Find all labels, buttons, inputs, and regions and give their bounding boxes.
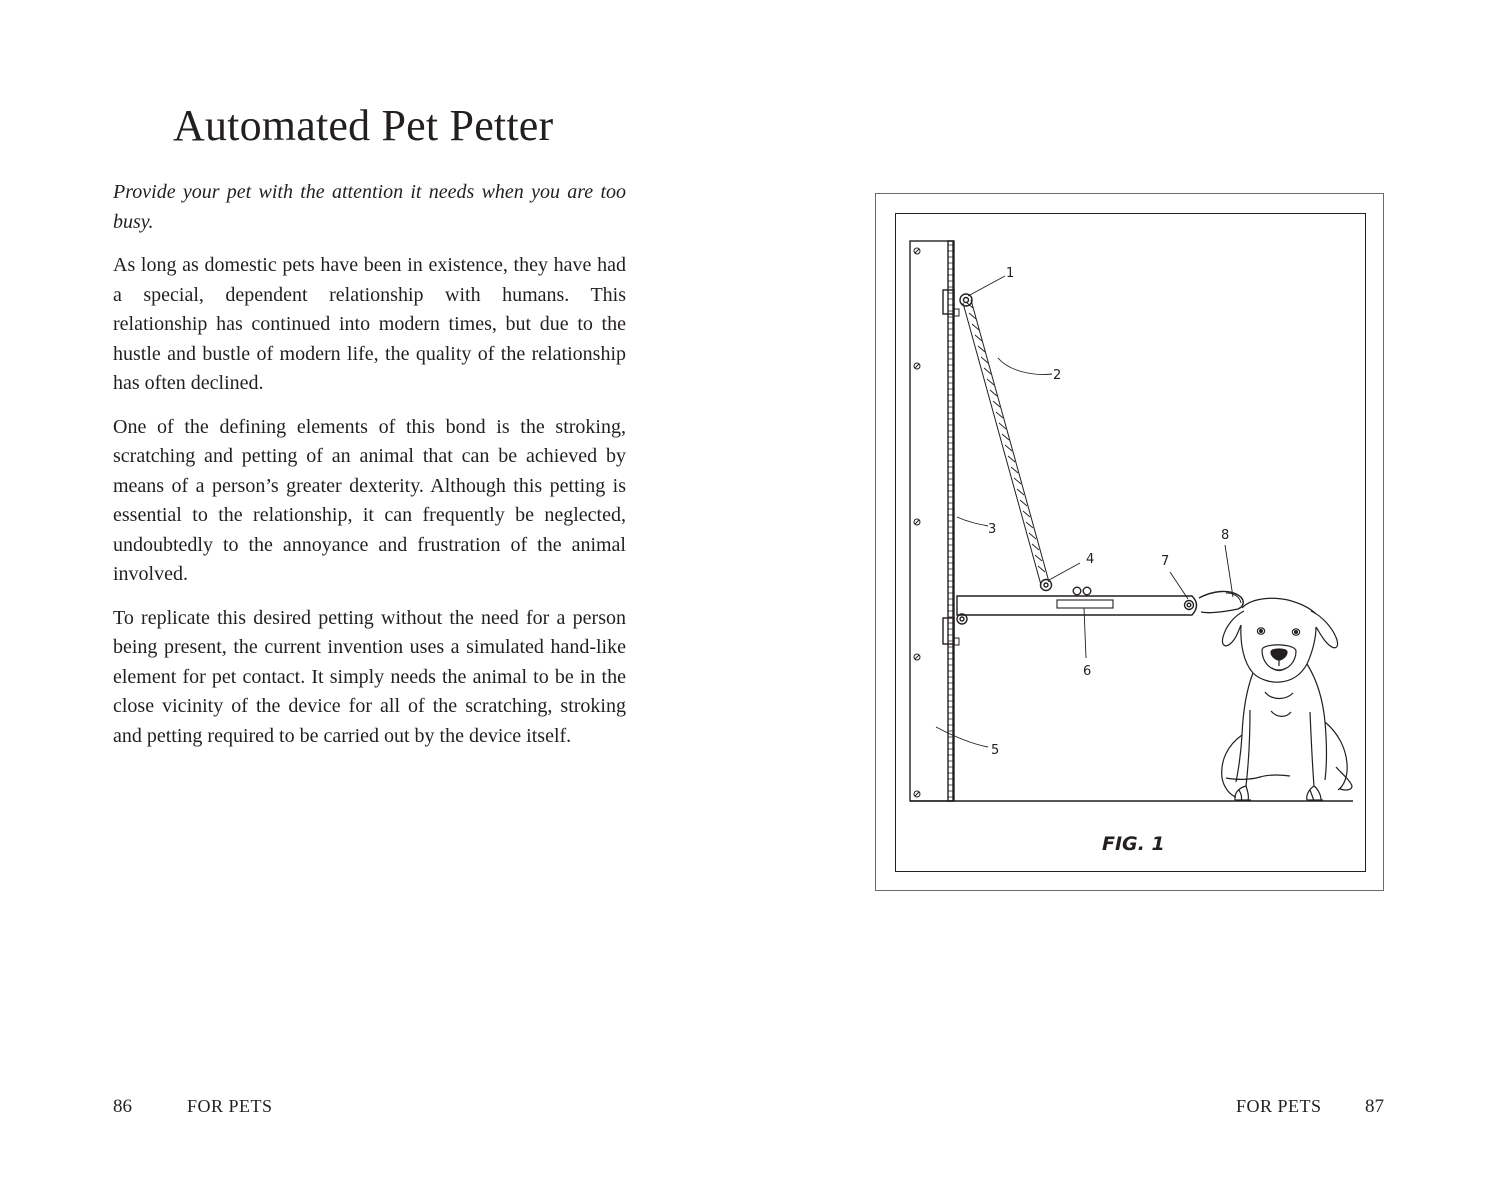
callout-8: 8 bbox=[1221, 528, 1230, 543]
callout-4: 4 bbox=[1086, 552, 1095, 567]
leader-5 bbox=[936, 727, 988, 747]
twisted-rod bbox=[963, 300, 1049, 585]
leader-8 bbox=[1225, 545, 1233, 597]
figure-caption: FIG. 1 bbox=[1102, 833, 1165, 855]
callout-6: 6 bbox=[1083, 664, 1092, 679]
leader-2 bbox=[998, 358, 1052, 374]
leader-1 bbox=[968, 276, 1005, 296]
running-head-left: FOR PETS bbox=[187, 1096, 273, 1116]
patent-drawing bbox=[750, 0, 1500, 1200]
body-text bbox=[113, 178, 626, 765]
running-head-right: FOR PETS bbox=[1236, 1096, 1322, 1116]
dog-drawing bbox=[1222, 598, 1352, 801]
callout-7: 7 bbox=[1161, 554, 1170, 569]
leader-4 bbox=[1049, 563, 1080, 580]
leader-7 bbox=[1170, 572, 1188, 599]
screw-set bbox=[914, 248, 920, 797]
callout-2: 2 bbox=[1053, 368, 1062, 383]
paragraph-3: To replicate this desired petting without the need for a person being present, the current invention uses a simulated hand-like element for pet contact. It simply needs the animal to be in the close vicinity of the device for all of the scratching, stroking and petting required to be carried out by the device itself. bbox=[113, 606, 626, 747]
right-page bbox=[750, 0, 1500, 1200]
callout-5: 5 bbox=[991, 743, 1000, 758]
subtitle: Provide your pet with the attention it needs when you are too busy. bbox=[113, 181, 626, 233]
paragraph-1: As long as domestic pets have been in existence, they have had a special, dependent relationship with humans. This relationship has continued into modern times, but due to the hustle and bustle of modern life, the quality of the relationship has often declined. bbox=[113, 254, 626, 394]
page-number-left: 86 bbox=[113, 1096, 132, 1117]
leader-3 bbox=[957, 517, 988, 526]
horizontal-arm bbox=[957, 596, 1197, 615]
page-number-right: 87 bbox=[1365, 1096, 1384, 1117]
page-title: Automated Pet Petter bbox=[173, 101, 554, 150]
callout-3: 3 bbox=[988, 522, 997, 537]
callout-1: 1 bbox=[1006, 266, 1015, 281]
wall-board bbox=[910, 241, 953, 801]
paragraph-2: One of the defining elements of this bond is the stroking, scratching and petting of an animal that can be achieved by means of a person’s greater dexterity. Although this petting is essential to the relationship, it can frequently be neglected, undoubtedly to the annoyance and frustration of the animal involved. bbox=[113, 415, 626, 585]
petting-hand bbox=[1199, 591, 1243, 612]
